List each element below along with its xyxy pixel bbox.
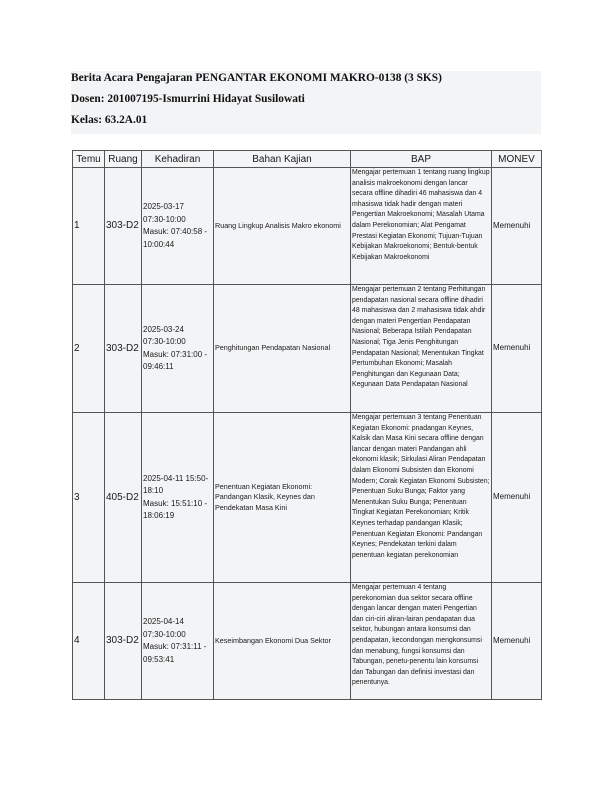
table-row [73, 413, 542, 583]
column-header-temu: Temu [73, 151, 105, 168]
cell-bap: Mengajar pertemuan 1 tentang ruang lingkup analisis makroekonomi dengan lancar secara offline dihadiri 46 mahasiswa dan 4 mhasiswa tidak hadir dengan materi Pengertian Makroekonomi; Masalah Utama dalam Perekonomian; Alat Pengamat Prestasi Kegiatan Ekonomi; Tujuan-Tujuan Kebijakan Makroekonomi; Bentuk-bentuk Kebijakan Makroekonomi [351, 168, 492, 285]
cell-temu: 2 [73, 285, 105, 413]
column-header-kehadiran: Kehadiran [142, 151, 214, 168]
cell-bap: Mengajar pertemuan 4 tentang perekonomian dua sektor secara offline dengan lancar dengan materi Pengertian dan ciri-ciri aliran-lairan pendapatan dua sektor, hubungan antara konsumsi dan pendapatan, kecondongan mengkonsumsi dan menabung, fungsi konsumsi dan Tabungan, penetu-penentu lain konsumsi dan Tabungan dan definisi investasi dan penentunya. [351, 583, 492, 700]
attendance-checkin: Masuk: 15:51:10 - 18:06:19 [143, 498, 208, 520]
cell-ruang: 303-D2 [105, 583, 142, 700]
attendance-schedule: 07:30-10:00 [143, 337, 186, 346]
cell-temu: 3 [73, 413, 105, 583]
column-header-bap: BAP [351, 151, 492, 168]
cell-ruang: 303-D2 [105, 168, 142, 285]
lecturer-line: Dosen: 201007195-Ismurrini Hidayat Susilowati [71, 93, 305, 105]
attendance-date: 2025-03-24 [143, 324, 184, 334]
attendance-checkin: Masuk: 07:31:11 - 09:53:41 [143, 642, 207, 664]
cell-ruang: 303-D2 [105, 285, 142, 413]
cell-bahan-kajian: Ruang Lingkup Analisis Makro ekonomi [214, 168, 351, 285]
cell-bahan-kajian: Penghitungan Pendapatan Nasional [214, 285, 351, 413]
cell-monev: Memenuhi [492, 285, 542, 413]
class-line: Kelas: 63.2A.01 [71, 114, 148, 126]
table-row [73, 168, 542, 285]
cell-temu: 1 [73, 168, 105, 285]
attendance-date: 2025-04-11 15:50-18:10 [143, 473, 209, 495]
cell-monev: Memenuhi [492, 168, 542, 285]
cell-monev: Memenuhi [492, 583, 542, 700]
attendance-checkin: Masuk: 07:40:58 - 10:00:44 [143, 227, 208, 249]
attendance-date: 2025-03-17 [143, 202, 184, 211]
column-header-bahan-kajian: Bahan Kajian [214, 151, 351, 168]
column-header-ruang: Ruang [105, 151, 142, 168]
course-title: Berita Acara Pengajaran PENGANTAR EKONOMI MAKRO-0138 (3 SKS) [71, 72, 442, 84]
cell-monev: Memenuhi [492, 413, 542, 583]
document-header [71, 71, 541, 134]
cell-bahan-kajian: Penentuan Kegiatan Ekonomi: Pandangan Klasik, Keynes dan Pendekatan Masa Kini [214, 413, 351, 583]
column-header-monev: MONEV [492, 151, 542, 168]
cell-ruang: 405-D2 [105, 413, 142, 583]
table-row [73, 285, 542, 413]
table-row [73, 583, 542, 700]
table-header-row [73, 151, 542, 168]
cell-kehadiran [142, 583, 214, 700]
attendance-schedule: 07:30-10:00 [143, 214, 186, 224]
attendance-schedule: 07:30-10:00 [143, 629, 186, 639]
cell-kehadiran [142, 413, 214, 583]
attendance-date: 2025-04-14 [143, 617, 184, 626]
cell-temu: 4 [73, 583, 105, 700]
cell-bap: Mengajar pertemuan 2 tentang Perhitungan pendapatan nasional secara offline dihadiri 48 mahasiswa dan 2 mahasiswa tidak ahdir dengan materi Pengertian Pendapatan Nasional; Beberapa Istilah Pendapatan Nasional; Tiga Jenis Penghitungan Pendapatan Nasional; Menentukan Tingkat Pertumbuhan Ekonomi; Masalah Penghitungan dan Kegunaan Data; Kegunaan Data Pendapatan Nasional [351, 285, 492, 413]
cell-kehadiran [142, 285, 214, 413]
attendance-checkin: Masuk: 07:31:00 - 09:46:11 [143, 349, 208, 371]
teaching-record-table [72, 150, 542, 700]
cell-kehadiran [142, 168, 214, 285]
cell-bahan-kajian: Keseimbangan Ekonomi Dua Sektor [214, 583, 351, 700]
cell-bap: Mengajar pertemuan 3 tentang Penentuan Kegiatan Ekonomi: pnadangan Keynes, Kalsik dan Masa Kini secara offline dengan lancar dengan materi Pandangan ahli ekonomi klasik; Sirkulasi Aliran Pendapatan dalam Ekonomi Subsisten dan Ekonomi Modern; Corak Kegiatan Ekonomi Subsisten; Penentuan Suku Bunga; Faktor yang Menentukan Suku Bunga; Penentuan Tingkat Kegiatan Perekonomian; Kritik Keynes terhadap pandangan Klasik; Penentuan Kegiatan Ekonomi: Pandangan Keynes; Pendekatan terkini dalam penentuan kegiatan perekonomian [351, 413, 492, 583]
